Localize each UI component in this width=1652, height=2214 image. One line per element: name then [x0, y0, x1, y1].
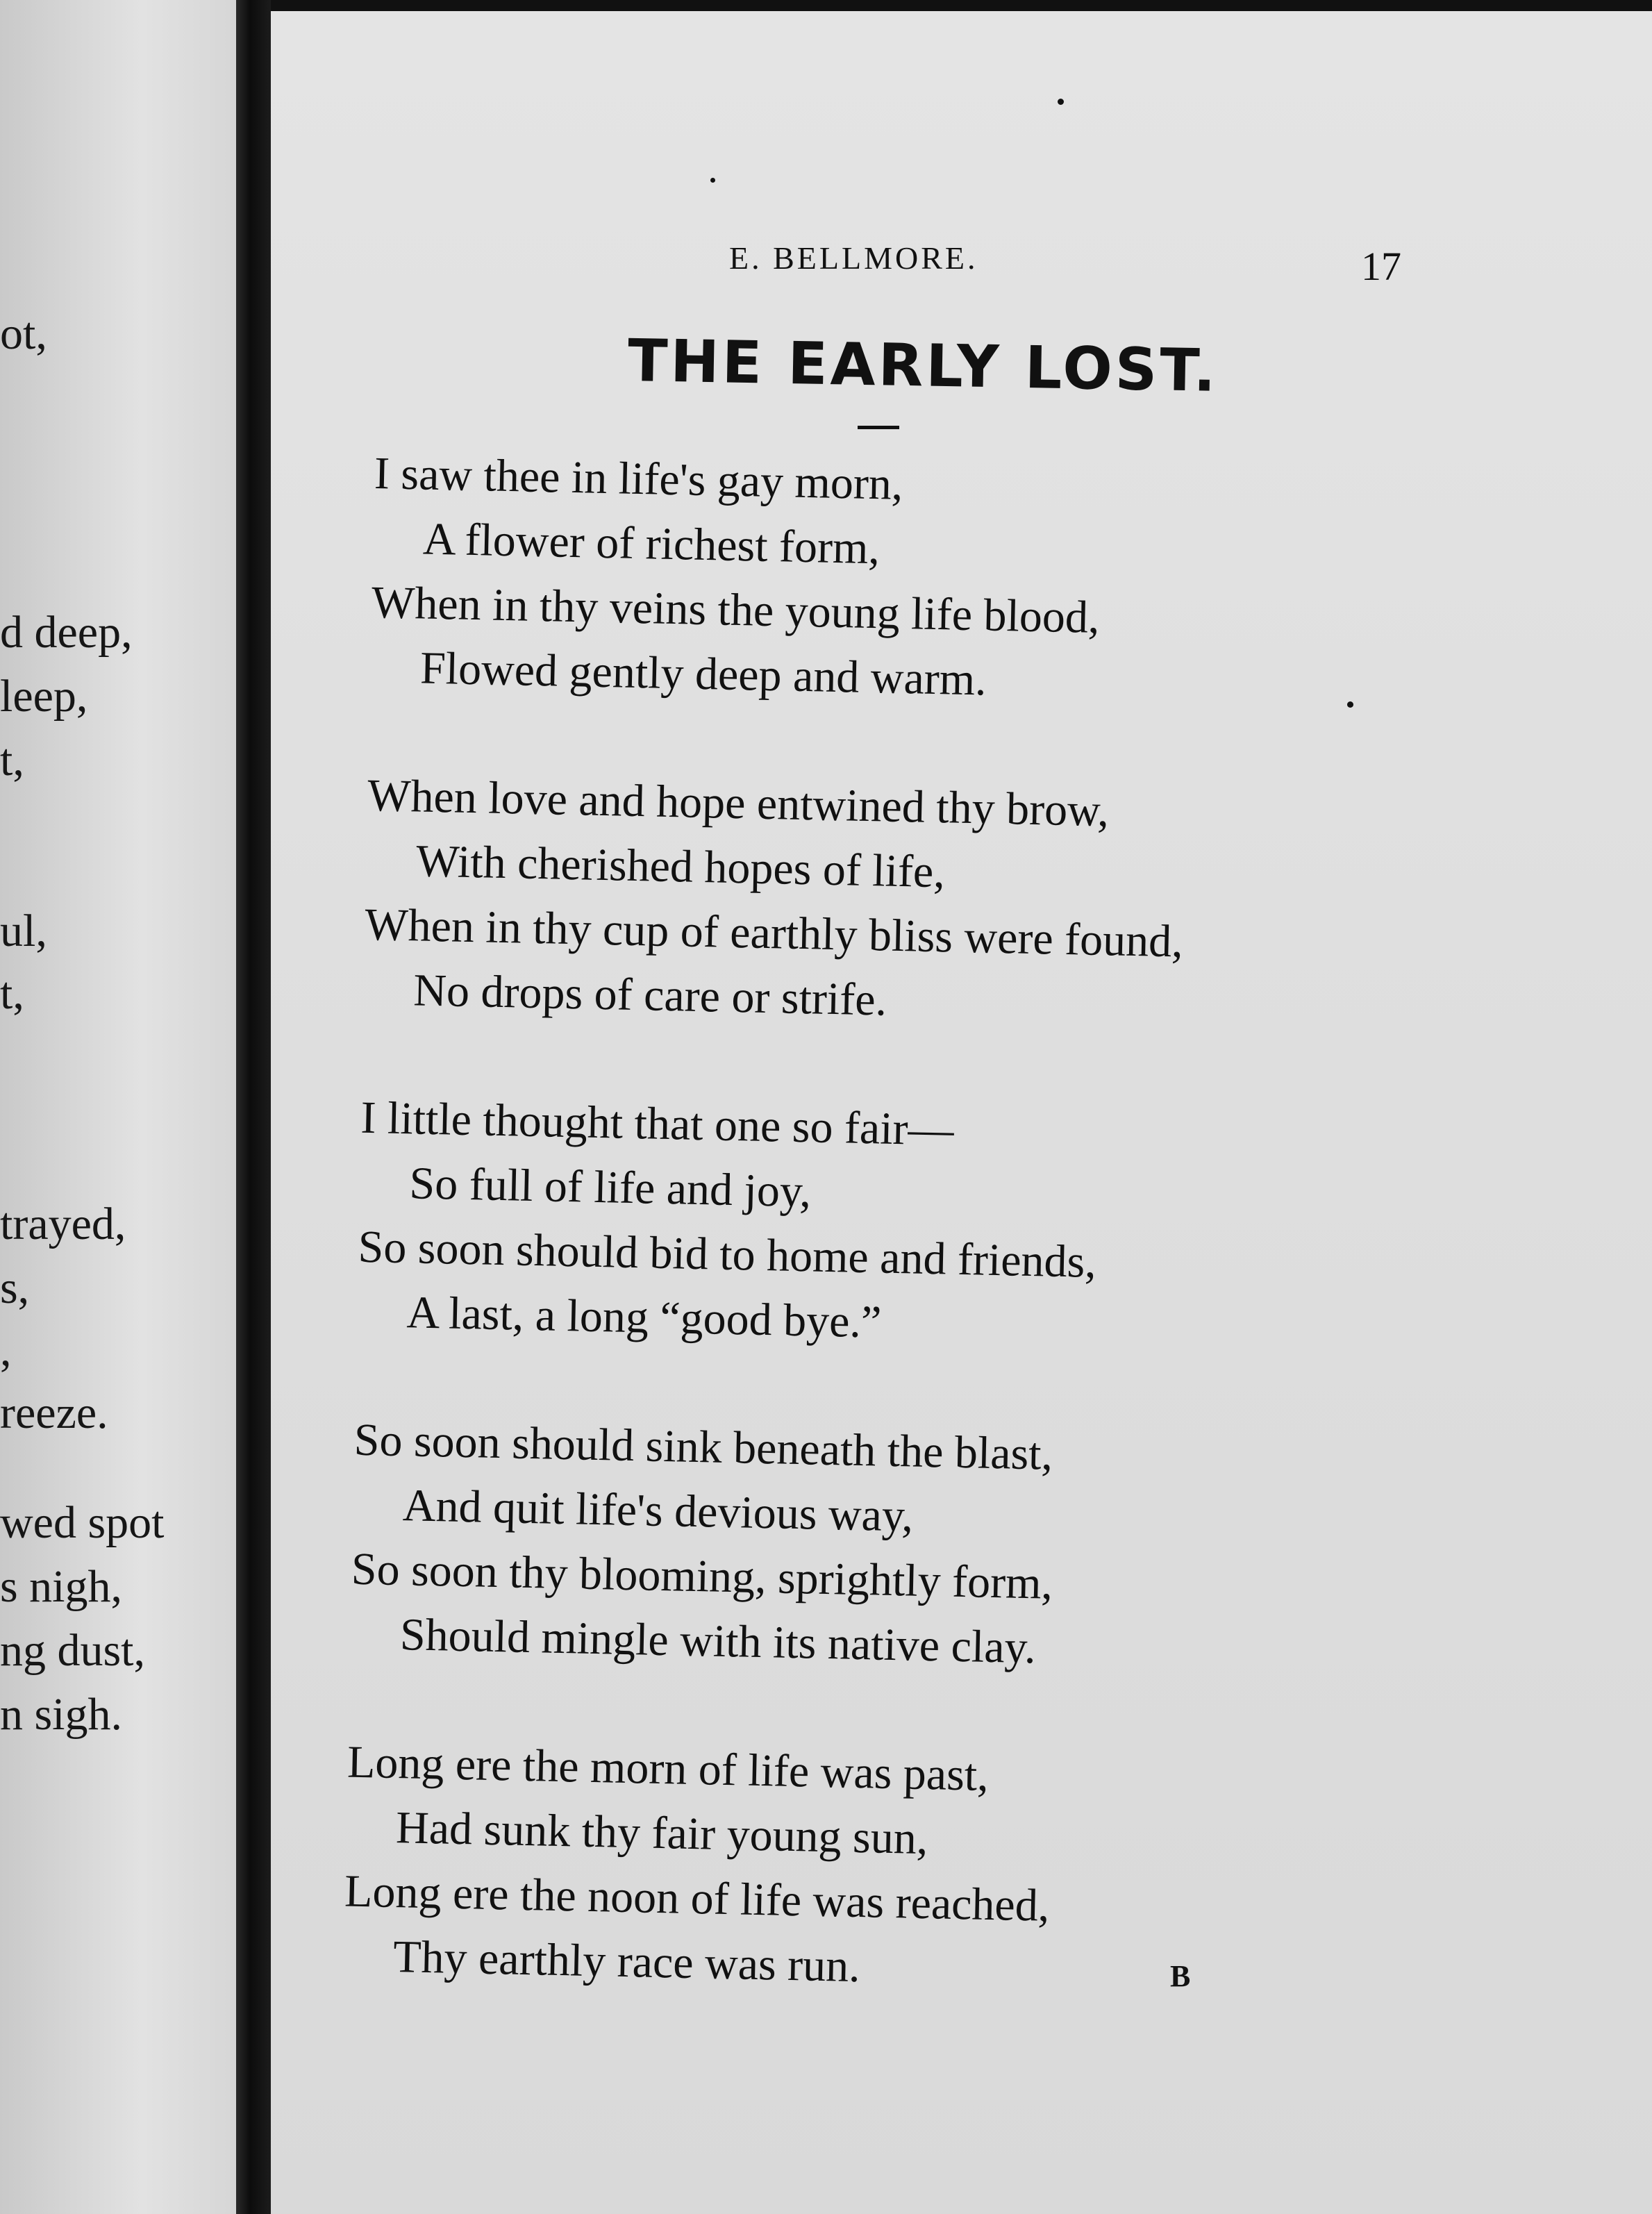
running-head: E. BELLMORE.	[729, 240, 978, 276]
poem-line: With cherished hopes of life,	[415, 835, 946, 898]
stanza	[369, 441, 1430, 722]
left-page-fragment: d deep,	[0, 607, 133, 658]
poem-line: So soon should bid to home and friends,	[357, 1221, 1097, 1288]
poem-line: When in thy veins the young life blood,	[371, 576, 1101, 643]
poem-line: And quit life's devious way,	[402, 1480, 914, 1542]
signature-mark: B	[1170, 1959, 1191, 1993]
title-rule	[858, 426, 899, 429]
page-top-edge	[271, 0, 1652, 11]
poem-line: So full of life and joy,	[408, 1158, 812, 1217]
poem-title: THE EARLY LOST.	[627, 326, 1219, 405]
left-page-fragment: trayed,	[0, 1199, 126, 1249]
poem-line: A flower of richest form,	[422, 513, 881, 574]
left-page-fragment: leep,	[0, 671, 88, 722]
left-page-fragment: s,	[0, 1263, 30, 1313]
poem-line: Thy earthly race was run.	[392, 1931, 861, 1992]
left-page-fragment: ,	[0, 1325, 12, 1376]
left-page-fragment: wed spot	[0, 1497, 165, 1548]
poem-line: Long ere the morn of life was past,	[347, 1736, 990, 1801]
left-page-fragment: ul,	[0, 906, 47, 956]
poem-line: Should mingle with its native clay.	[399, 1609, 1037, 1674]
poem-line: So soon should sink beneath the blast,	[353, 1414, 1053, 1480]
poem-line: I saw thee in life's gay morn,	[374, 447, 904, 510]
poem-line: When in thy cup of earthly bliss were found,	[364, 899, 1184, 967]
stanza	[349, 1408, 1410, 1688]
stanza	[356, 1085, 1417, 1366]
left-page-fragment: ng dust,	[0, 1625, 146, 1676]
ink-speck	[710, 178, 715, 183]
ink-speck	[1058, 99, 1064, 105]
left-page-fragment: t,	[0, 735, 24, 785]
poem-line: When love and hope entwined thy brow,	[367, 769, 1110, 837]
poem-line: No drops of care or strife.	[412, 965, 887, 1026]
poem-body	[341, 441, 1430, 2074]
stanza	[342, 1730, 1403, 2011]
poem-line: Long ere the noon of life was reached,	[344, 1865, 1051, 1931]
poem-line: So soon thy blooming, sprightly form,	[351, 1543, 1053, 1609]
book-gutter	[236, 0, 271, 2214]
left-page-fragment: s nigh,	[0, 1561, 123, 1612]
poem-line: Flowed gently deep and warm.	[419, 642, 987, 706]
left-page	[0, 0, 236, 2214]
page-number: 17	[1361, 244, 1401, 289]
left-page-fragment: t,	[0, 968, 24, 1019]
poem-line: Had sunk thy fair young sun,	[395, 1802, 929, 1865]
left-page-fragment: ot,	[0, 308, 47, 359]
poem-line: I little thought that one so fair—	[360, 1092, 955, 1156]
left-page-fragment: reeze.	[0, 1388, 108, 1438]
stanza	[362, 763, 1423, 1044]
poem-line: A last, a long “good bye.”	[406, 1287, 883, 1348]
left-page-fragment: n sigh.	[0, 1689, 123, 1740]
